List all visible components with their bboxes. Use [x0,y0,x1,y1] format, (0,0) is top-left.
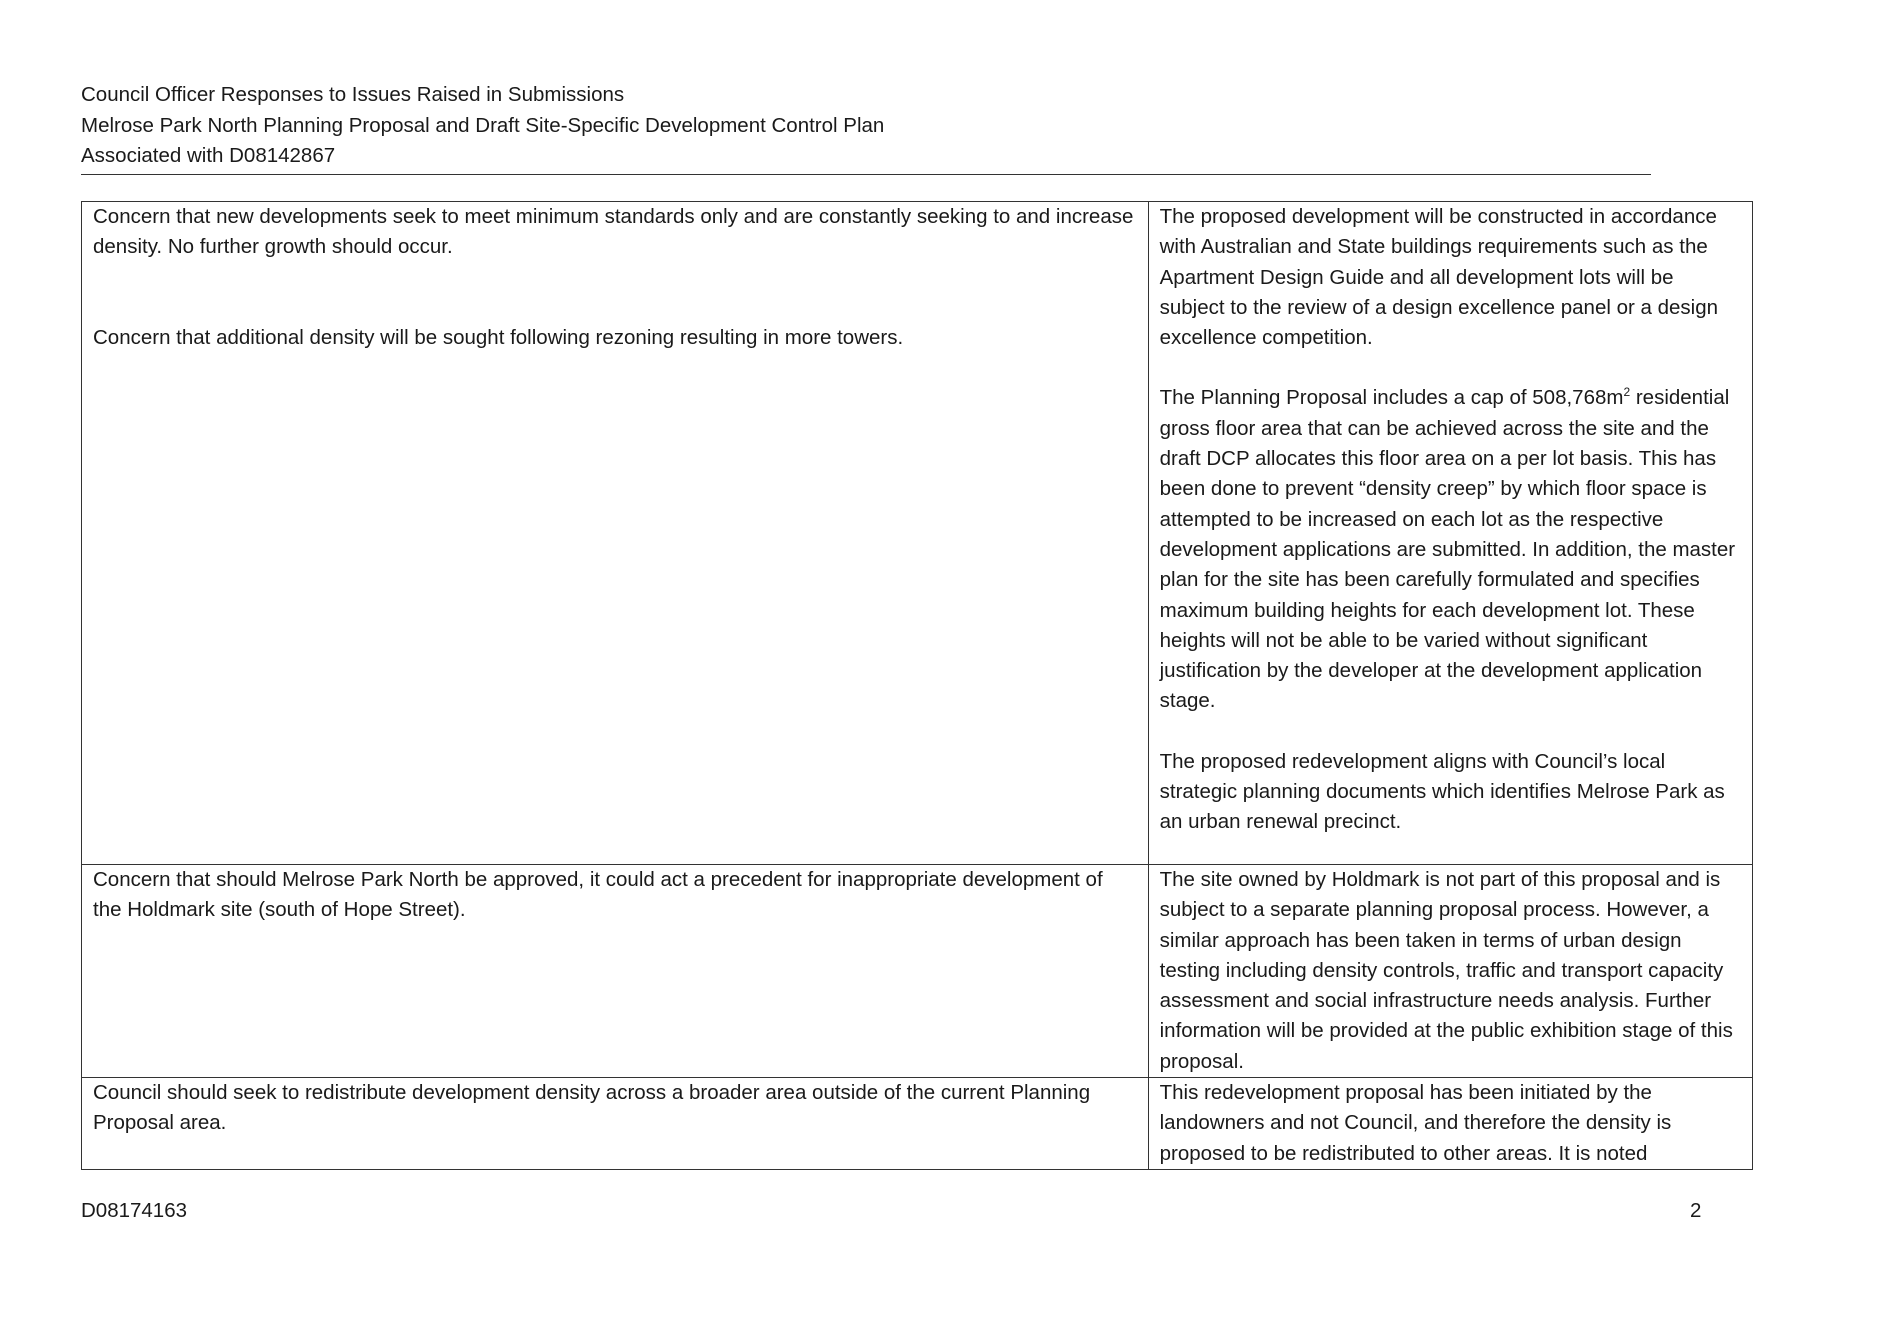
header-reference: Associated with D08142867 [81,144,336,167]
issue-cell [82,202,1149,865]
header-title: Council Officer Responses to Issues Raised in Submissions [81,83,625,106]
response-text: The proposed development will be constructed in accordance with Australian and State buildings requirements such as the Apartment Design Guide and all development lots will be subject to the review of a design excellence panel or a design excellence competition. [1159,205,1719,350]
response-cell [1148,1078,1752,1170]
issue-text: Concern that additional density will be sought following rezoning resulting in more towers. [93,325,904,349]
responses-table [81,201,1753,1170]
response-text-part: residential gross floor area that can be achieved across the site and the draft DCP allocates this floor area on a per lot basis. This has been done to prevent “density creep” by which floor space is attempted to be increased on each lot as the respective development applications are submitted. In addition, the master plan for the site has been carefully formulated and specifies maximum building heights for each development lot. These heights will not be able to be varied without significant justification by the developer at the development application stage. [1159,386,1736,713]
issue-text: Concern that should Melrose Park North be approved, it could act a precedent for inappropriate development of the Holdmark site (south of Hope Street). [93,868,1103,922]
table-row [82,202,1753,865]
page-number: 2 [1690,1199,1702,1222]
issue-cell [82,1078,1149,1170]
footer-document-id: D08174163 [81,1199,188,1222]
response-text [1160,383,1741,716]
superscript: 2 [1623,385,1631,400]
response-text: The proposed redevelopment aligns with Council’s local strategic planning documents which identifies Melrose Park as an urban renewal precinct. [1159,749,1725,834]
response-cell [1148,865,1752,1078]
issue-text: Council should seek to redistribute development density across a broader area outside of the current Planning Proposal area. [93,1081,1091,1135]
response-text-part: The Planning Proposal includes a cap of 508,768m [1159,386,1624,410]
issue-text: Concern that new developments seek to meet minimum standards only and are constantly seeking to and increase density. No further growth should occur. [93,205,1134,259]
header-subtitle: Melrose Park North Planning Proposal and Draft Site-Specific Development Control Plan [81,113,885,137]
issue-cell [82,865,1149,1078]
page-header [81,80,1651,175]
response-text: The site owned by Holdmark is not part of this proposal and is subject to a separate planning proposal process. However, a similar approach has been taken in terms of urban design testing including density controls, traffic and transport capacity assessment and social infrastructure needs analysis. Further information will be provided at the public exhibition stage of this proposal. [1159,868,1733,1073]
response-cell [1148,202,1752,865]
table-row [82,1078,1753,1170]
table-row [82,865,1753,1078]
response-text: This redevelopment proposal has been initiated by the landowners and not Council, and therefore the density is proposed to be redistributed to other areas. It is noted [1159,1081,1672,1165]
